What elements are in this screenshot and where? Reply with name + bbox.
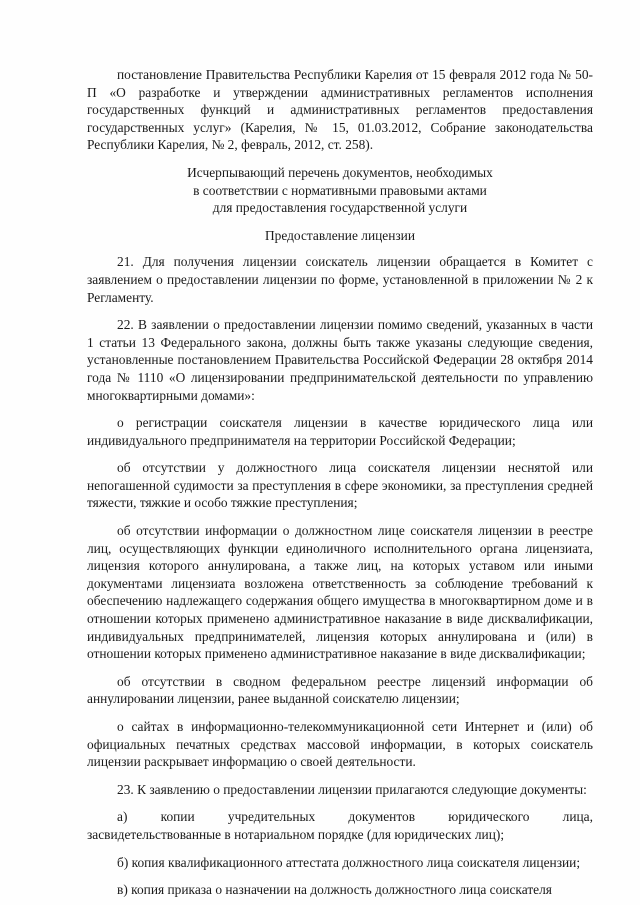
item-a-word: а) (117, 809, 128, 825)
document-body (87, 66, 593, 909)
heading-line-3: для предоставления государственной услуги (212, 200, 468, 216)
section-heading (87, 164, 593, 217)
paragraph-23-item-b: б) копия квалификационного аттестата должностного лица соискателя лицензии; (117, 854, 581, 870)
paragraph-22-item-registration: о регистрации соискателя лицензии в качестве юридического лица или индивидуального предпринимателя на территории Российской Федерации; (87, 415, 593, 448)
item-a-word: копии (160, 809, 195, 825)
item-a-word: юридического (448, 809, 530, 825)
paragraph-22-item-criminal-record: об отсутствии у должностного лица соискателя лицензии неснятой или непогашенной судимости за преступления в сфере экономики, за преступления средней тяжести, тяжкие и особо тяжкие преступления; (87, 460, 593, 511)
item-a-word: учредительных (227, 809, 316, 825)
subsection-heading: Предоставление лицензии (264, 227, 416, 243)
paragraph-22: 22. В заявлении о предоставлении лицензии помимо сведений, указанных в части 1 статьи 13 Федерального закона, должны быть также указаны следующие сведения, установленные постановлением Правительства Российской Федерации 28 октября 2014 года № 1110 «О лицензировании предпринимательской деятельности по управлению многоквартирными домами»: (87, 317, 593, 403)
paragraph-23-item-a (87, 808, 593, 843)
paragraph-23-item-c: в) копия приказа о назначении на должность должностного лица соискателя (117, 882, 552, 898)
paragraph-23-item-a-first-line (87, 808, 593, 826)
heading-line-2: в соответствии с нормативными правовыми актами (193, 182, 487, 198)
paragraph-23: 23. К заявлению о предоставлении лицензии прилагаются следующие документы: (117, 781, 587, 797)
item-a-word: документов (348, 809, 416, 825)
paragraph-22-item-registry: об отсутствии информации о должностном лице соискателя лицензии в реестре лиц, осуществляющих функции единоличного исполнительного органа лицензиата, лицензия которого аннулирована, а также лиц, на которых уставом или иными документами лицензиата возложена ответственность за соблюдение требований к обеспечению надлежащего содержания общего имущества в многоквартирном доме и в отношении которых применено административное наказание в виде дисквалификации, индивидуальных предпринимателей, лицензия которых аннулирована и (или) в отношении которых применено административное наказание в виде дисквалификации; (87, 523, 593, 662)
paragraph-22-item-websites: о сайтах в информационно-телекоммуникационной сети Интернет и (или) об официальных печатных средствах массовой информации, в которых соискатель лицензии раскрывает информацию о своей деятельности. (87, 719, 593, 770)
paragraph-21: 21. Для получения лицензии соискатель лицензии обращается в Комитет с заявлением о предоставлении лицензии по форме, установленной в приложении № 2 к Регламенту. (87, 254, 593, 305)
item-a-word: лица, (562, 809, 593, 825)
paragraph-23-item-a-continuation: засвидетельствованные в нотариальном порядке (для юридических лиц); (87, 826, 505, 842)
heading-line-1: Исчерпывающий перечень документов, необходимых (187, 164, 493, 180)
paragraph-intro: постановление Правительства Республики Карелия от 15 февраля 2012 года № 50-П «О разработке и утверждении административных регламентов исполнения государственных функций и административных регламентов предоставления государственных услуг» (Карелия, № 15, 01.03.2012, Собрание законодательства Республики Карелия, № 2, февраль, 2012, ст. 258). (87, 67, 593, 153)
paragraph-22-item-annulment: об отсутствии в сводном федеральном реестре лицензий информации об аннулировании лицензии, ранее выданной соискателю лицензии; (87, 673, 593, 707)
